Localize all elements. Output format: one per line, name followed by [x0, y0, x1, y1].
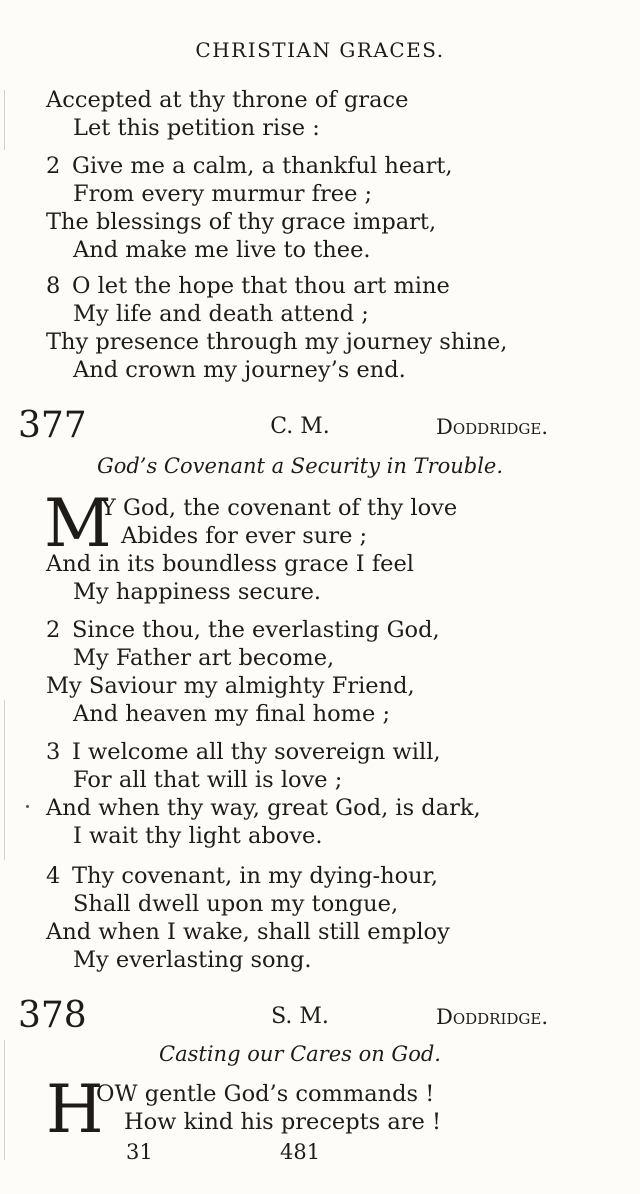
verse-number: 4 — [46, 863, 61, 889]
verse-line: My happiness secure. — [73, 579, 322, 605]
verse-line: And make me live to thee. — [73, 237, 371, 263]
verse-number: 2 — [46, 617, 61, 643]
hymn-title: Casting our Cares on God. — [159, 1042, 441, 1066]
ink-speck — [26, 805, 29, 808]
verse-first-line — [46, 862, 438, 890]
verse-line: And in its boundless grace I feel — [46, 551, 414, 577]
page-edge-mark — [4, 700, 5, 860]
verse-line: How kind his precepts are ! — [124, 1109, 442, 1135]
signature-mark: 31 — [126, 1140, 153, 1164]
verse-line: I welcome all thy sovereign will, — [72, 739, 441, 765]
verse-line: My everlasting song. — [73, 947, 312, 973]
verse-line: Give me a calm, a thankful heart, — [72, 153, 453, 179]
verse-line: Shall dwell upon my tongue, — [73, 891, 399, 917]
verse-line: The blessings of thy grace impart, — [46, 209, 437, 235]
verse-line: Thy presence through my journey shine, — [46, 329, 508, 355]
verse-line: OW gentle God’s commands ! — [96, 1081, 435, 1107]
verse-line: Abides for ever sure ; — [121, 523, 368, 549]
hymn-author: Doddridge. — [436, 1005, 549, 1029]
running-head: CHRISTIAN GRACES. — [195, 38, 445, 62]
verse-line: Thy covenant, in my dying-hour, — [72, 863, 439, 889]
verse-number: 3 — [46, 739, 61, 765]
verse-first-line — [46, 152, 453, 180]
verse-line: For all that will is love ; — [73, 767, 343, 793]
hymn-author: Doddridge. — [436, 415, 549, 439]
verse-line: Let this petition rise : — [73, 115, 320, 141]
hymn-meter: S. M. — [271, 1004, 329, 1029]
verse-line: And crown my journey’s end. — [73, 357, 406, 383]
verse-line: And when thy way, great God, is dark, — [46, 795, 481, 821]
drop-cap: M — [44, 485, 112, 562]
verse-line: My Father art become, — [73, 645, 335, 671]
verse-first-line — [46, 616, 440, 644]
verse-number: 2 — [46, 153, 61, 179]
verse-first-line — [46, 738, 441, 766]
verse-first-line — [46, 272, 450, 300]
hymn-number: 377 — [18, 405, 87, 446]
verse-line: And heaven my final home ; — [73, 701, 391, 727]
verse-line: I wait thy light above. — [73, 823, 323, 849]
verse-line: Accepted at thy throne of grace — [46, 87, 409, 113]
hymn-title: God’s Covenant a Security in Trouble. — [96, 454, 504, 478]
verse-line: From every murmur free ; — [73, 181, 373, 207]
verse-line: My life and death attend ; — [73, 301, 369, 327]
verse-line: Y God, the covenant of thy love — [101, 495, 458, 521]
hymn-meter: C. M. — [270, 414, 330, 439]
hymn-header — [0, 406, 640, 446]
page-number: 481 — [280, 1140, 321, 1164]
verse-line: O let the hope that thou art mine — [72, 273, 450, 299]
hymn-header — [0, 996, 640, 1036]
page-edge-mark — [4, 90, 5, 150]
verse-line: And when I wake, shall still employ — [46, 919, 450, 945]
verse-number: 8 — [46, 273, 61, 299]
verse-line: Since thou, the everlasting God, — [72, 617, 440, 643]
drop-cap: H — [46, 1071, 104, 1148]
hymn-number: 378 — [18, 995, 87, 1036]
verse-line: My Saviour my almighty Friend, — [46, 673, 415, 699]
